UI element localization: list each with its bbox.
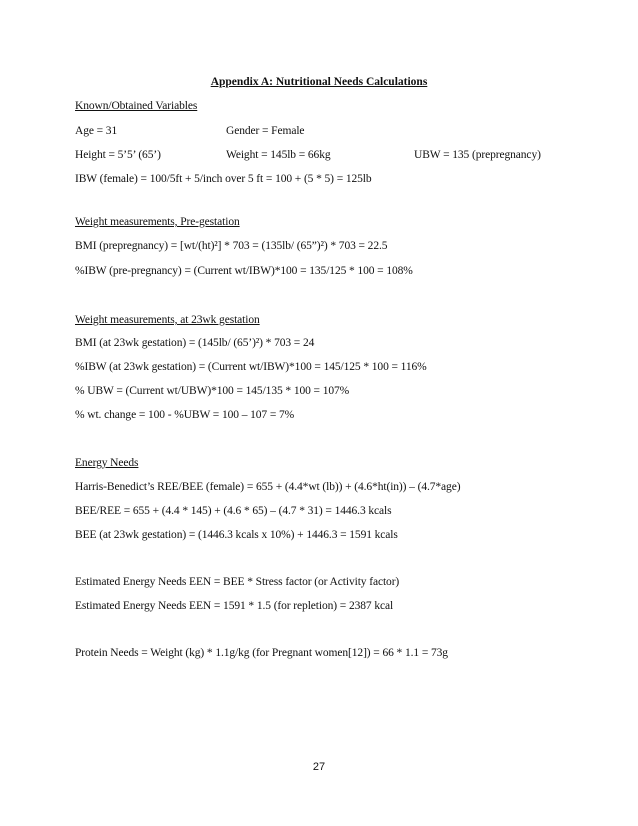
age-gender-row bbox=[75, 124, 575, 138]
protein-needs-line: Protein Needs = Weight (kg) * 1.1g/kg (for Pregnant women[12]) = 66 * 1.1 = 73g bbox=[75, 647, 448, 659]
height-value: Height = 5’5’ (65’) bbox=[75, 149, 161, 161]
page-number: 27 bbox=[312, 761, 326, 773]
bmi-23wk-line: BMI (at 23wk gestation) = (145lb/ (65’)²) * 703 = 24 bbox=[75, 337, 315, 349]
bee-23wk-line: BEE (at 23wk gestation) = (1446.3 kcals x 10%) + 1446.3 = 1591 kcals bbox=[75, 529, 398, 541]
gender-value: Gender = Female bbox=[226, 125, 305, 137]
ibw-percent-23wk-line: %IBW (at 23wk gestation) = (Current wt/IBW)*100 = 145/125 * 100 = 116% bbox=[75, 361, 427, 373]
ubw-value: UBW = 135 (prepregnancy) bbox=[414, 149, 541, 161]
een-formula-line: Estimated Energy Needs EEN = BEE * Stress factor (or Activity factor) bbox=[75, 576, 400, 588]
ubw-percent-line: % UBW = (Current wt/UBW)*100 = 145/135 * 100 = 107% bbox=[75, 385, 350, 397]
ibw-percent-prepregnancy-line: %IBW (pre-pregnancy) = (Current wt/IBW)*100 = 135/125 * 100 = 108% bbox=[75, 265, 413, 277]
known-variables-heading: Known/Obtained Variables bbox=[75, 100, 198, 112]
energy-needs-heading: Energy Needs bbox=[75, 457, 139, 469]
harris-benedict-line: Harris-Benedict’s REE/BEE (female) = 655 + (4.4*wt (lb)) + (4.6*ht(in)) – (4.7*age) bbox=[75, 481, 461, 493]
bee-ree-line: BEE/REE = 655 + (4.4 * 145) + (4.6 * 65) – (4.7 * 31) = 1446.3 kcals bbox=[75, 505, 392, 517]
height-weight-row bbox=[75, 148, 575, 162]
bmi-prepregnancy-line: BMI (prepregnancy) = [wt/(ht)²] * 703 = (135lb/ (65”)²) * 703 = 22.5 bbox=[75, 240, 388, 252]
at-23wk-heading: Weight measurements, at 23wk gestation bbox=[75, 314, 260, 326]
weight-value: Weight = 145lb = 66kg bbox=[226, 149, 331, 161]
page-title: Appendix A: Nutritional Needs Calculations bbox=[210, 76, 428, 88]
weight-change-line: % wt. change = 100 - %UBW = 100 – 107 = 7% bbox=[75, 409, 295, 421]
ibw-line: IBW (female) = 100/5ft + 5/inch over 5 ft = 100 + (5 * 5) = 125lb bbox=[75, 173, 372, 185]
age-value: Age = 31 bbox=[75, 125, 118, 137]
pre-gestation-heading: Weight measurements, Pre-gestation bbox=[75, 216, 240, 228]
een-value-line: Estimated Energy Needs EEN = 1591 * 1.5 (for repletion) = 2387 kcal bbox=[75, 600, 394, 612]
